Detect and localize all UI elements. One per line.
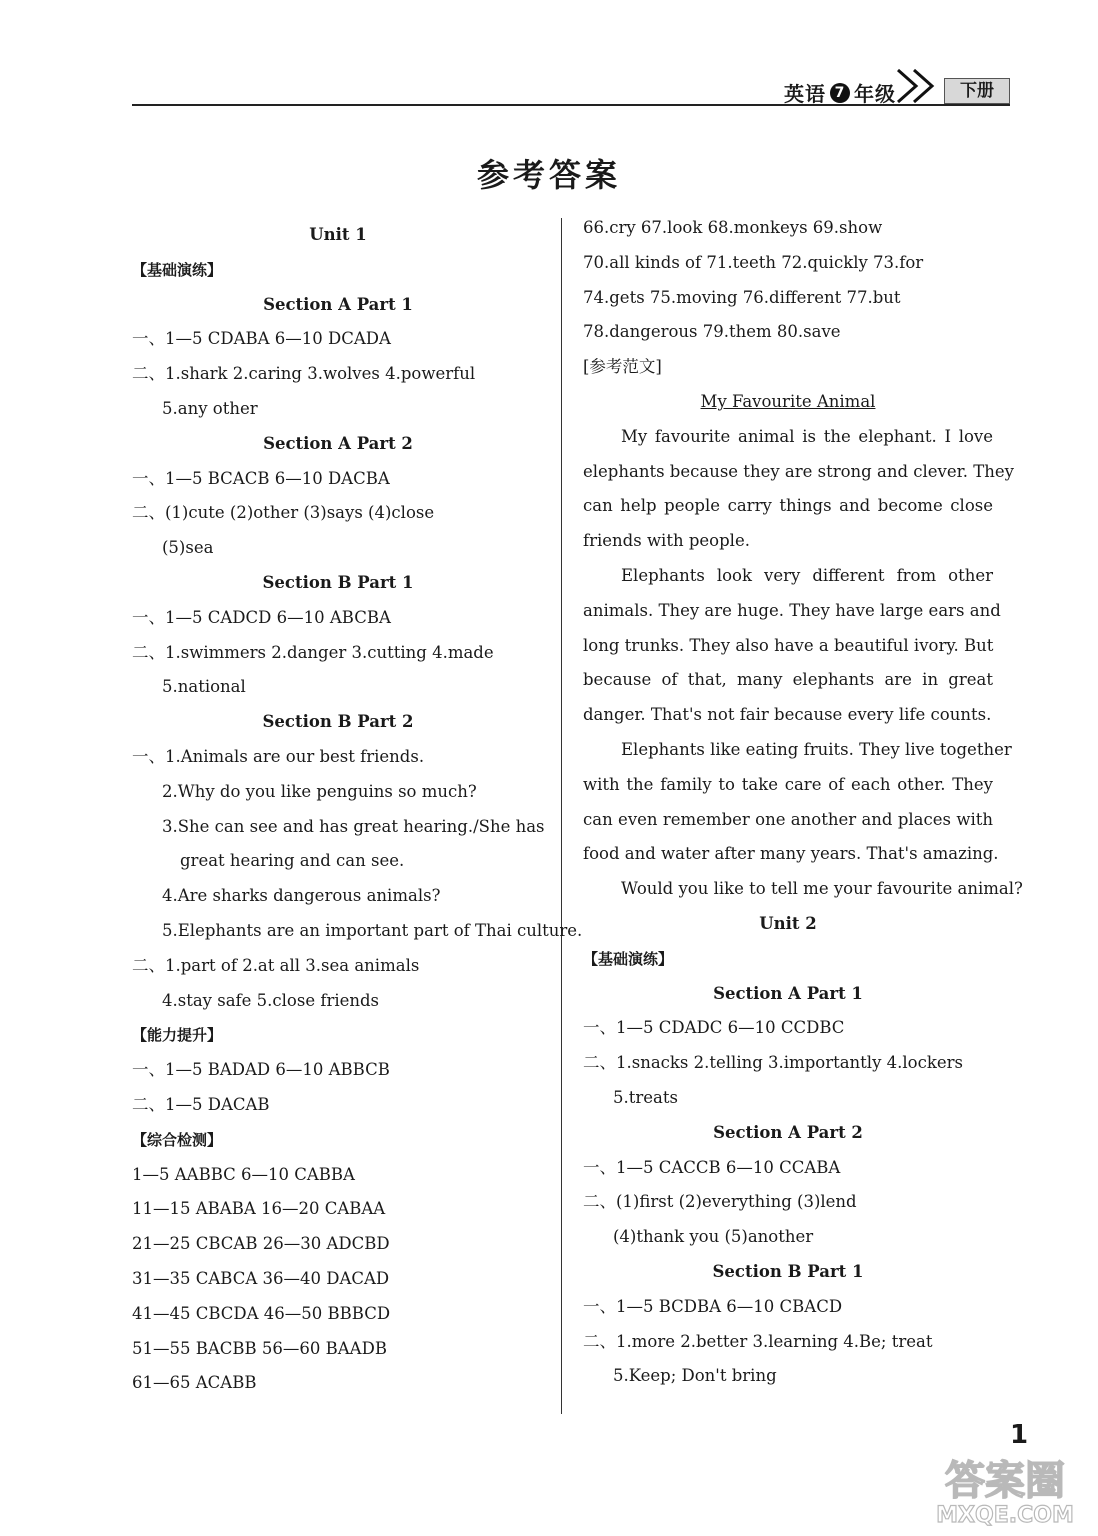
- answer-line: 3.She can see and has great hearing./She has: [162, 816, 545, 836]
- section-heading: Section A Part 2: [263, 433, 413, 453]
- answer-line: 5.Keep; Don't bring: [613, 1366, 777, 1386]
- answer-line: 二、1.snacks 2.telling 3.importantly 4.lockers: [583, 1053, 963, 1073]
- section-heading: Section B Part 1: [262, 572, 414, 592]
- left-column: [132, 218, 583, 1401]
- essay-line: long trunks. They also have a beautiful ivory. But: [583, 635, 994, 655]
- answer-line: 41—45 CBCDA 46—50 BBBCD: [132, 1303, 391, 1323]
- answer-line: 二、1—5 DACAB: [132, 1094, 270, 1114]
- answer-line: 51—55 BACBB 56—60 BAADB: [132, 1338, 387, 1358]
- answer-line: 二、1.swimmers 2.danger 3.cutting 4.made: [132, 642, 494, 662]
- answer-line: 二、1.shark 2.caring 3.wolves 4.powerful: [132, 364, 476, 384]
- answer-line: great hearing and can see.: [180, 851, 405, 871]
- essay-line: My favourite animal is the elephant. I love: [621, 426, 993, 446]
- column-divider: [561, 218, 562, 1414]
- category-label: 【综合检测】: [132, 1130, 223, 1149]
- answer-line: 66.cry 67.look 68.monkeys 69.show: [583, 218, 883, 237]
- essay-line: Elephants like eating fruits. They live together: [621, 739, 1012, 759]
- answer-line: 2.Why do you like penguins so much?: [162, 781, 477, 801]
- header-title: [784, 78, 896, 107]
- answer-line: 一、1—5 BADAD 6—10 ABBCB: [132, 1060, 390, 1080]
- essay-line: Elephants look very different from other: [621, 565, 993, 585]
- answer-line: 74.gets 75.moving 76.different 77.but: [583, 287, 901, 307]
- answer-line: 11—15 ABABA 16—20 CABAA: [132, 1199, 386, 1219]
- watermark-brand: 答案圈: [945, 1458, 1065, 1504]
- essay-line: can even remember one another and places with: [583, 809, 993, 829]
- answer-line: 5.any other: [162, 398, 258, 418]
- subject-label: 英语: [784, 82, 826, 106]
- answer-line: 78.dangerous 79.them 80.save: [583, 322, 841, 342]
- answer-line: 一、1—5 CADCD 6—10 ABCBA: [132, 607, 391, 627]
- answer-line: [参考范文]: [583, 357, 662, 377]
- answer-line: (4)thank you (5)another: [613, 1227, 814, 1247]
- page-header: [132, 72, 1010, 106]
- answer-line: 二、1.more 2.better 3.learning 4.Be; treat: [583, 1331, 933, 1351]
- section-heading: Unit 1: [309, 225, 367, 244]
- essay-title: My Favourite Animal: [700, 391, 876, 411]
- section-heading: Section A Part 1: [263, 294, 413, 314]
- essay-line: danger. That's not fair because every life counts.: [583, 705, 992, 725]
- answer-line: 一、1.Animals are our best friends.: [132, 746, 425, 766]
- page-number: 1: [1010, 1420, 1029, 1450]
- watermark-site: MXQE.COM: [936, 1503, 1074, 1528]
- page-title: 参考答案: [476, 156, 621, 194]
- essay-line: with the family to take care of each other. They: [583, 774, 993, 794]
- section-heading: Section B Part 2: [262, 712, 414, 732]
- answer-line: 二、(1)first (2)everything (3)lend: [583, 1192, 857, 1212]
- essay-line: elephants because they are strong and clever. They: [583, 461, 1014, 481]
- answer-line: (5)sea: [162, 538, 214, 558]
- answer-line: 4.stay safe 5.close friends: [162, 990, 380, 1010]
- answer-line: 5.treats: [613, 1087, 678, 1107]
- answer-line: 5.Elephants are an important part of Thai culture.: [162, 920, 583, 940]
- answer-line: 1—5 AABBC 6—10 CABBA: [132, 1164, 355, 1184]
- answer-line: 二、1.part of 2.at all 3.sea animals: [132, 955, 420, 975]
- grade-badge: 7: [830, 83, 850, 103]
- essay-line: Would you like to tell me your favourite animal?: [621, 879, 1023, 899]
- answer-line: 5.national: [162, 677, 246, 697]
- section-heading: Section B Part 1: [712, 1261, 864, 1281]
- answer-line: 31—35 CABCA 36—40 DACAD: [132, 1268, 390, 1288]
- category-label: 【基础演练】: [583, 949, 674, 968]
- answer-line: 二、(1)cute (2)other (3)says (4)close: [132, 503, 435, 523]
- answer-line: 一、1—5 CDADC 6—10 CCDBC: [583, 1018, 845, 1038]
- answer-line: 21—25 CBCAB 26—30 ADCBD: [132, 1234, 390, 1254]
- answer-line: 一、1—5 CACCB 6—10 CCABA: [583, 1157, 841, 1177]
- essay-line: food and water after many years. That's amazing.: [583, 844, 999, 864]
- watermark-logo: [920, 1452, 1090, 1528]
- grade-label: 年级: [854, 82, 896, 106]
- section-heading: Unit 2: [759, 913, 817, 933]
- category-label: 【能力提升】: [132, 1026, 223, 1045]
- essay-line: can help people carry things and become close: [583, 496, 993, 516]
- volume-label: 下册: [944, 78, 1010, 104]
- essay-line: because of that, many elephants are in great: [583, 670, 993, 690]
- essay-line: animals. They are huge. They have large ears and: [583, 600, 1001, 620]
- right-column: [583, 211, 1023, 1394]
- category-label: 【基础演练】: [132, 260, 223, 279]
- double-chevron-icon: [894, 66, 944, 106]
- answer-line: 70.all kinds of 71.teeth 72.quickly 73.for: [583, 252, 924, 272]
- answer-line: 一、1—5 BCACB 6—10 DACBA: [132, 468, 390, 488]
- answer-line: 4.Are sharks dangerous animals?: [162, 886, 441, 906]
- answer-line: 一、1—5 CDABA 6—10 DCADA: [132, 329, 391, 349]
- answer-line: 一、1—5 BCDBA 6—10 CBACD: [583, 1296, 843, 1316]
- section-heading: Section A Part 1: [713, 983, 863, 1003]
- answer-line: 61—65 ACABB: [132, 1373, 257, 1393]
- essay-line: friends with people.: [583, 531, 750, 551]
- section-heading: Section A Part 2: [713, 1122, 863, 1142]
